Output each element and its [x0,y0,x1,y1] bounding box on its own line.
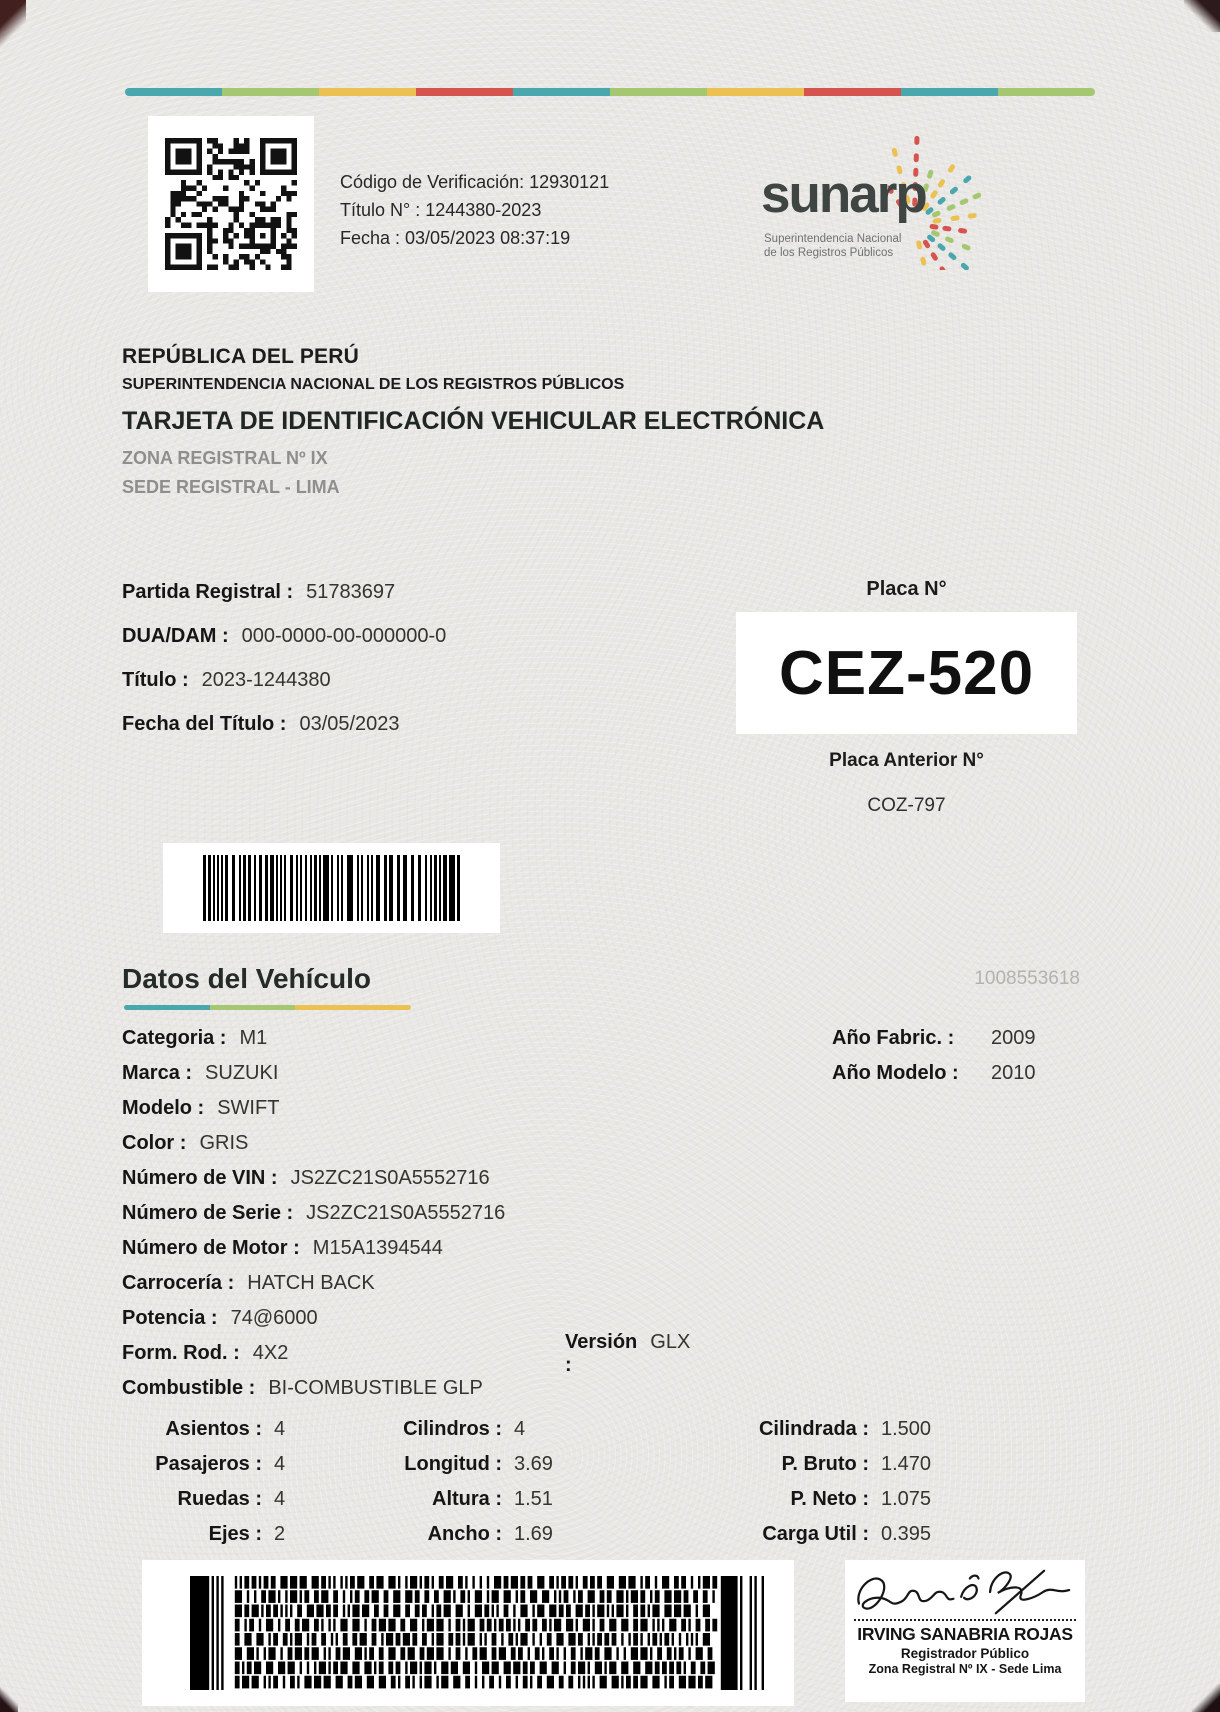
field-row [338,1412,553,1447]
color-bar-segment [319,88,416,96]
field-value: 0.395 [881,1523,932,1545]
sunarp-subtitle: Superintendencia Nacional de los Registros Públicos [764,233,902,259]
field-value: SWIFT [217,1097,280,1119]
field-row [122,1482,285,1517]
barcode-panel [163,843,500,933]
reference-number: 1008553618 [974,968,1080,989]
registry-fields [122,570,446,746]
field-row [688,1482,931,1517]
field-value: SUZUKI [205,1062,279,1084]
field-value: 1.075 [881,1488,932,1510]
field-row [122,570,446,614]
corner-artifact [1192,1684,1220,1712]
field-value: 3.69 [514,1453,553,1475]
color-bar-segment [416,88,513,96]
field-value: 1.470 [881,1453,932,1475]
field-row [565,1331,690,1377]
field-row [122,1301,505,1336]
qr-panel [148,116,314,292]
field-label: Versión : [565,1330,638,1376]
field-value: BI-COMBUSTIBLE GLP [268,1377,483,1399]
field-row [122,614,446,658]
color-bar-segment [804,88,901,96]
field-label: Ruedas : [177,1488,262,1510]
field-row [122,1330,691,1376]
field-row [122,1231,505,1266]
signature-role: Registrador Público [900,1646,1030,1661]
sunarp-wordmark: sunarp [761,165,926,224]
underline-segment [210,1005,296,1010]
field-label: Año Fabric. : [832,1027,955,1049]
field-label: Combustible : [122,1377,256,1399]
entity-title: SUPERINTENDENCIA NACIONAL DE LOS REGISTROS PÚBLICOS [122,376,625,393]
field-value: 2009 [991,1027,1036,1049]
field-value: 4 [514,1418,526,1440]
field-row [122,1021,505,1056]
field-value: M15A1394544 [312,1237,443,1259]
field-value: JS2ZC21S0A5552716 [306,1202,506,1224]
year-fields [832,1021,1036,1091]
field-row [338,1517,553,1552]
field-row [688,1517,931,1552]
field-value: GLX [650,1330,691,1353]
zone-title: ZONA REGISTRAL Nº IX [122,448,328,468]
signature-stroke-icon [850,1565,1080,1619]
field-value: 03/05/2023 [299,712,400,735]
vehicle-section-title: Datos del Vehículo [122,963,371,994]
field-row [122,1196,505,1231]
field-value: 1.500 [881,1418,932,1440]
field-label: Ejes : [208,1523,262,1545]
field-label: Título : [122,668,189,691]
field-value: M1 [239,1027,268,1049]
field-label: DUA/DAM : [122,624,229,647]
underline-segment [295,1005,411,1010]
field-value: JS2ZC21S0A5552716 [290,1167,490,1189]
field-row [122,658,446,702]
color-bar-segment [125,88,222,96]
barcode-1d-icon [203,855,461,921]
field-value: 51783697 [306,580,396,603]
field-label: Marca : [122,1062,193,1084]
field-row [832,1056,1036,1091]
field-row [688,1412,931,1447]
field-label: Ancho : [427,1523,502,1545]
field-value: 1.69 [514,1523,553,1545]
field-label: Cilindros : [403,1418,502,1440]
field-value: HATCH BACK [247,1272,375,1294]
color-bar-segment [222,88,319,96]
field-label: Carrocería : [122,1272,235,1294]
signature-zone: Zona Registral Nº IX - Sede Lima [868,1662,1062,1676]
field-label: Pasajeros : [155,1453,262,1475]
section-underline [124,1005,411,1010]
field-row [338,1447,553,1482]
field-row [122,1447,285,1482]
field-value: GRIS [199,1132,249,1154]
field-value: 4X2 [252,1342,289,1364]
field-label: Carga Util : [762,1523,869,1545]
field-label: Categoria : [122,1027,227,1049]
sede-title: SEDE REGISTRAL - LIMA [122,477,340,497]
field-row [338,1482,553,1517]
field-row [122,702,446,746]
field-label: P. Bruto : [781,1453,869,1475]
field-label: Año Modelo : [832,1062,959,1084]
field-row [122,1161,505,1196]
plate-label: Placa N° [866,578,947,600]
field-row [122,1371,505,1406]
field-value: 4 [274,1418,286,1440]
field-row [122,1266,505,1301]
field-row [122,1126,505,1161]
field-label: Modelo : [122,1097,205,1119]
color-bar-segment [707,88,804,96]
corner-artifact [0,0,26,52]
previous-plate-number: COZ-797 [867,795,946,816]
field-row [122,1091,505,1126]
qr-code-icon [165,138,297,270]
republic-title: REPÚBLICA DEL PERÚ [122,345,359,368]
previous-plate-label: Placa Anterior N° [829,750,984,771]
vehicle-fields [122,1021,691,1406]
corner-artifact [1184,0,1220,32]
color-bar-segment [901,88,998,96]
barcode-2d-panel [142,1560,794,1706]
field-label: Partida Registral : [122,580,294,603]
field-value: 4 [274,1453,286,1475]
field-value: 74@6000 [230,1307,318,1329]
verification-date-line: Fecha : 03/05/2023 08:37:19 [340,228,571,248]
verification-code-line: Código de Verificación: 12930121 [340,172,610,192]
field-row [122,1056,505,1091]
specs-column [338,1412,553,1552]
field-label: Asientos : [165,1418,262,1440]
field-value: 2010 [991,1062,1036,1084]
sunarp-logo [755,118,1045,288]
verification-block [340,168,609,252]
field-value: 000-0000-00-000000-0 [241,624,447,647]
signature-name: IRVING SANABRIA ROJAS [857,1624,1073,1644]
field-label: Número de VIN : [122,1167,278,1189]
field-label: P. Neto : [790,1488,869,1510]
field-value: 2023-1244380 [201,668,331,691]
color-bar-segment [998,88,1095,96]
field-label: Número de Serie : [122,1202,294,1224]
field-value: 4 [274,1488,286,1510]
field-label: Cilindrada : [758,1418,869,1440]
underline-segment [124,1005,210,1010]
field-row [688,1447,931,1482]
field-label: Potencia : [122,1307,218,1329]
top-color-bar [125,88,1095,96]
color-bar-segment [610,88,707,96]
field-value: 1.51 [514,1488,553,1510]
specs-column [122,1412,285,1552]
field-value: 2 [274,1523,286,1545]
signature-panel [845,1560,1085,1702]
barcode-pdf417-icon [190,1576,764,1690]
specs-column [688,1412,931,1552]
corner-artifact [0,1682,18,1712]
plate-number: CEZ-520 [778,638,1035,708]
field-label: Fecha del Título : [122,712,287,735]
signature-dotted-line [854,1619,1076,1621]
field-label: Form. Rod. : [122,1342,240,1364]
field-label: Color : [122,1132,187,1154]
field-label: Longitud : [404,1453,502,1475]
field-label: Número de Motor : [122,1237,300,1259]
document-headings [122,345,824,498]
plate-panel [736,612,1077,734]
field-row [832,1021,1036,1056]
color-bar-segment [513,88,610,96]
field-label: Altura : [432,1488,502,1510]
verification-title-line: Título N° : 1244380-2023 [340,200,542,220]
card-title: TARJETA DE IDENTIFICACIÓN VEHICULAR ELECTRÓNICA [122,407,825,435]
field-row [122,1517,285,1552]
field-row [122,1412,285,1447]
